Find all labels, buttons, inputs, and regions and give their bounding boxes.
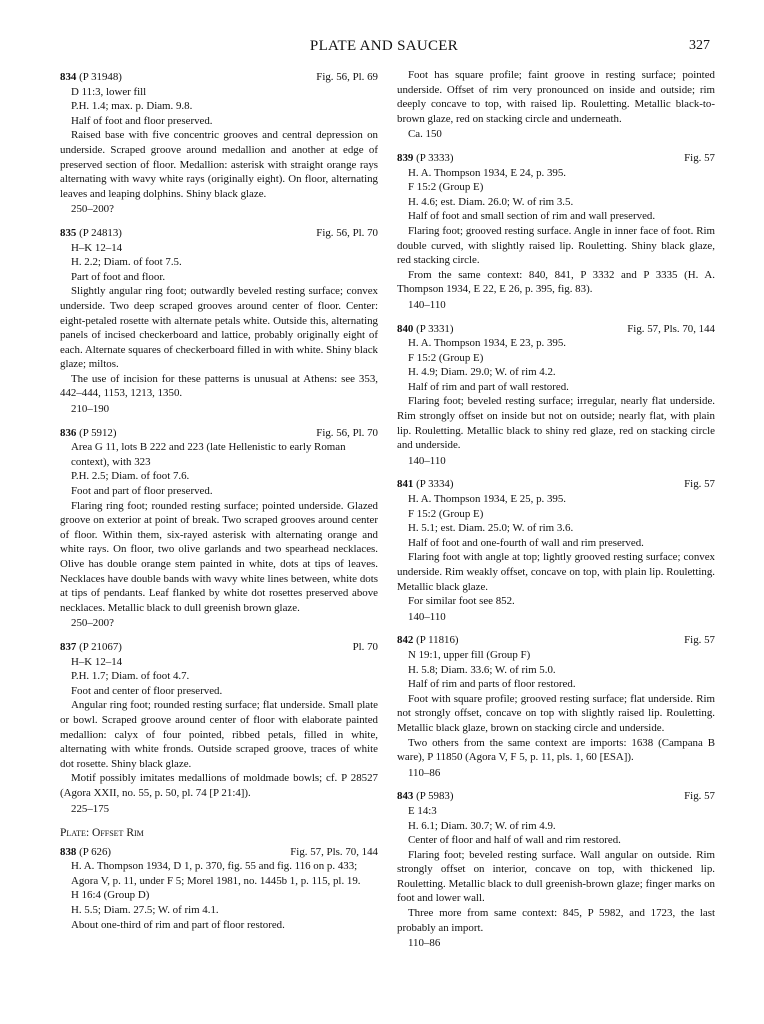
entry-heading [397, 477, 715, 492]
entry-number: 841 [397, 478, 414, 491]
figure-reference: Fig. 57, Pls. 70, 144 [290, 845, 378, 858]
entry-line: H. 5.1; est. Diam. 25.0; W. of rim 3.6. [408, 522, 574, 535]
entry-line: H. A. Thompson 1934, E 24, p. 395. [408, 166, 567, 179]
catalog-entry-840 [397, 322, 715, 469]
entry-line: Center of floor and half of wall and rim restored. [408, 834, 621, 847]
running-header [58, 38, 710, 58]
entry-line: P.H. 1.4; max. p. Diam. 9.8. [71, 100, 193, 113]
running-title: PLATE AND SAUCER [309, 38, 459, 54]
entry-note: From the same context: 840, 841, P 3332 and P 3335 (H. A. Thompson 1934, E 22, E 26, p. 395, fig. 83). [397, 268, 715, 296]
catalog-entry-835 [60, 226, 378, 417]
figure-reference: Fig. 57, Pls. 70, 144 [627, 322, 715, 335]
entry-date: 225–175 [71, 802, 110, 815]
entry-line: Foot and center of floor preserved. [71, 684, 223, 697]
entry-line: H. A. Thompson 1934, D 1, p. 370, fig. 55 and fig. 116 on p. 433; Agora V, p. 11, under F 5; Morel 1981, no. 1445b 1, p. 115, pl. 19. [71, 860, 361, 887]
entry-line: E 14:3 [408, 804, 437, 817]
inventory-number: (P 11816) [416, 634, 459, 647]
entry-note: For similar foot see 852. [408, 595, 515, 608]
entry-line: H. A. Thompson 1934, E 23, p. 395. [408, 337, 567, 350]
entry-line: Half of rim and parts of floor restored. [408, 678, 576, 691]
entry-date: 140–110 [408, 298, 446, 311]
entry-line: Foot and part of floor preserved. [71, 485, 213, 498]
right-column [397, 70, 715, 960]
entry-number: 842 [397, 634, 414, 647]
entry-description: Slightly angular ring foot; outwardly beveled resting surface; convex underside. Two deep scraped grooves around center of floor. Center: eight-petaled rosette with alternate petals white. Outside this, alternating panels of incised checkerboard and lattice, probably originally eight of each. Alternate squares of checkerboard filled in with white. Shiny black glaze; miltos. [60, 285, 378, 371]
entry-heading [60, 640, 378, 655]
entry-heading [397, 322, 715, 337]
entry-line: H 16:4 (Group D) [71, 889, 150, 902]
section-heading: Plate: Offset Rim [60, 827, 144, 840]
entry-number: 837 [60, 640, 77, 653]
entry-number: 843 [397, 790, 414, 803]
inventory-number: (P 31948) [79, 71, 122, 83]
entry-line: About one-third of rim and part of floor restored. [71, 918, 285, 931]
entry-line: F 15:2 (Group E) [408, 351, 484, 364]
entry-number: 840 [397, 322, 414, 335]
entry-line: Half of foot and one-fourth of wall and rim preserved. [408, 536, 644, 549]
entry-description: Flaring ring foot; rounded resting surface; pointed underside. Glazed groove on exterior at point of break. Two scraped grooves around center of floor. Within them, six-rayed asterisk with alternating orange and white rays. On floor, two olive garlands and two spearhead necklaces. Olive has double orange stem painted in white, dots at tips of leaves. Necklaces have double bands with wavy white lines between, white dots at tips of pendants. Leaf flanked by white dot rosettes preserved above necklaces. Metallic black to dull greenish brown glaze. [60, 499, 378, 614]
entry-line: D 11:3, lower fill [71, 85, 147, 98]
entry-description: Flaring foot; beveled resting surface; irregular, nearly flat underside. Rim strongly offset on inside but not on outside; nearly flat, with plain lip. Rouletting. Metallic black to shiny red glaze, red on stacking circle and underside. [397, 395, 715, 452]
entry-line: Half of foot and small section of rim and wall preserved. [408, 210, 656, 223]
inventory-number: (P 3334) [416, 478, 454, 491]
entry-line: H. 6.1; Diam. 30.7; W. of rim 4.9. [408, 819, 556, 832]
entry-date: 210–190 [71, 403, 110, 416]
entry-description: Angular ring foot; rounded resting surface; flat underside. Small plate or bowl. Scraped groove around center of floor with elaborate painted medallion: calyx of four pointed, ribbed petals, filled in white, alternating with white fronds. Outside scraped groove, traces of white dot rosette. Shiny black glaze. [60, 699, 378, 770]
entry-note: Two others from the same context are imports: 1638 (Campana B ware), P 11850 (Agora V, F 5, p. 11, pls. 1, 60 [ESA]). [397, 736, 715, 764]
entry-line: H–K 12–14 [71, 655, 123, 668]
entry-note: Motif possibly imitates medallions of moldmade bowls; cf. P 28527 (Agora XXII, no. 55, p. 50, pl. 74 [P 21:4]). [60, 772, 378, 799]
catalog-entry-839 [397, 151, 715, 313]
entry-date: 250–200? [71, 203, 114, 216]
inventory-number: (P 24813) [79, 226, 122, 239]
figure-reference: Fig. 57 [684, 634, 715, 647]
entry-note: The use of incision for these patterns is unusual at Athens: see 353, 442–444, 1153, 1213, 1350. [60, 372, 378, 400]
catalog-entry-834 [60, 70, 378, 217]
figure-reference: Fig. 57 [684, 151, 715, 164]
entry-heading [397, 633, 715, 648]
inventory-number: (P 3331) [416, 322, 454, 335]
entry-description: Foot has square profile; faint groove in resting surface; pointed underside. Offset of rim very pronounced on inside and outside; rim deeply concave to top, with raised lip. Rouletting. Metallic black-to-brown glaze, red on stacking circle and underneath. [397, 69, 715, 125]
entry-description: Flaring foot; grooved resting surface. Angle in inner face of foot. Rim double curved, with slightly raised lip. Rouletting. Shiny black glaze, red stacking circle. [397, 224, 715, 267]
catalog-entry-841 [397, 477, 715, 624]
entry-line: N 19:1, upper fill (Group F) [408, 648, 531, 661]
entry-heading [397, 151, 715, 166]
catalog-entry-842 [397, 633, 715, 780]
catalog-entry-837 [60, 640, 378, 816]
entry-heading [60, 70, 378, 85]
entry-note: Three more from same context: 845, P 5982, and 1723, the last probably an import. [397, 907, 715, 934]
figure-reference: Fig. 56, Pl. 69 [316, 71, 378, 83]
entry-838-continuation [397, 68, 715, 142]
entry-line: H. 2.2; Diam. of foot 7.5. [71, 256, 182, 269]
figure-reference: Fig. 57 [684, 478, 715, 491]
inventory-number: (P 5912) [79, 426, 117, 439]
entry-line: Half of foot and floor preserved. [71, 114, 213, 127]
entry-line: H. 4.9; Diam. 29.0; W. of rim 4.2. [408, 366, 556, 379]
entry-line: H. 5.5; Diam. 27.5; W. of rim 4.1. [71, 904, 219, 917]
entry-number: 836 [60, 426, 77, 439]
entry-description: Foot with square profile; grooved resting surface; flat underside. Rim not strongly offset, concave on top with slightly raised lip. Rouletting. Metallic black glaze, brown on stacking circle and underside. [397, 692, 715, 734]
inventory-number: (P 626) [79, 845, 112, 858]
inventory-number: (P 21067) [79, 640, 122, 653]
entry-number: 834 [60, 71, 77, 83]
entry-line: Area G 11, lots B 222 and 223 (late Hellenistic to early Roman context), with 323 [71, 441, 346, 468]
figure-reference: Fig. 56, Pl. 70 [316, 226, 378, 239]
entry-line: H. 5.8; Diam. 33.6; W. of rim 5.0. [408, 663, 556, 676]
entry-date: 110–86 [408, 766, 441, 779]
entry-line: H. A. Thompson 1934, E 25, p. 395. [408, 493, 567, 506]
entry-heading [60, 426, 378, 441]
figure-reference: Fig. 56, Pl. 70 [316, 426, 378, 439]
entry-line: H–K 12–14 [71, 241, 123, 254]
entry-date: Ca. 150 [408, 128, 442, 141]
left-column [60, 70, 378, 941]
entry-number: 835 [60, 226, 77, 239]
catalog-entry-843 [397, 789, 715, 951]
figure-reference: Pl. 70 [352, 640, 378, 653]
entry-line: H. 4.6; est. Diam. 26.0; W. of rim 3.5. [408, 195, 574, 208]
entry-date: 110–86 [408, 937, 441, 950]
entry-description: Flaring foot; beveled resting surface. Wall angular on outside. Rim strongly offset on interior, concave on top, with thickened lip. Rouletting. Metallic black to dull greenish-brown glaze; finger marks on foot and lower wall. [397, 848, 715, 905]
entry-heading [397, 789, 715, 804]
entry-number: 839 [397, 151, 414, 164]
entry-line: F 15:2 (Group E) [408, 181, 484, 194]
entry-date: 140–110 [408, 610, 446, 623]
entry-date: 250–200? [71, 617, 114, 630]
entry-line: F 15:2 (Group E) [408, 507, 484, 520]
entry-line: P.H. 2.5; Diam. of foot 7.6. [71, 470, 190, 483]
entry-line: Half of rim and part of wall restored. [408, 380, 569, 393]
inventory-number: (P 3333) [416, 151, 454, 164]
entry-heading [60, 226, 378, 241]
entry-number: 838 [60, 845, 77, 858]
entry-description: Flaring foot with angle at top; lightly grooved resting surface; convex underside. Rim weakly offset, concave on top, with plain lip. Rouletting. Metallic black glaze. [397, 551, 715, 593]
entry-heading [60, 845, 378, 860]
entry-description: Raised base with five concentric grooves and central depression on underside. Scraped groove around medallion and another at edge of preserved section of floor. Medallion: asterisk with straight orange rays alternating with wavy white rays (originally eight). On floor, alternating leaves and leaping dolphins. Shiny black glaze. [60, 129, 378, 200]
entry-line: P.H. 1.7; Diam. of foot 4.7. [71, 670, 190, 683]
figure-reference: Fig. 57 [684, 790, 715, 803]
entry-date: 140–110 [408, 454, 446, 467]
catalog-entry-838 [60, 845, 378, 933]
page-number: 327 [689, 38, 710, 53]
inventory-number: (P 5983) [416, 790, 454, 803]
entry-line: Part of foot and floor. [71, 270, 166, 283]
catalog-entry-836 [60, 426, 378, 631]
